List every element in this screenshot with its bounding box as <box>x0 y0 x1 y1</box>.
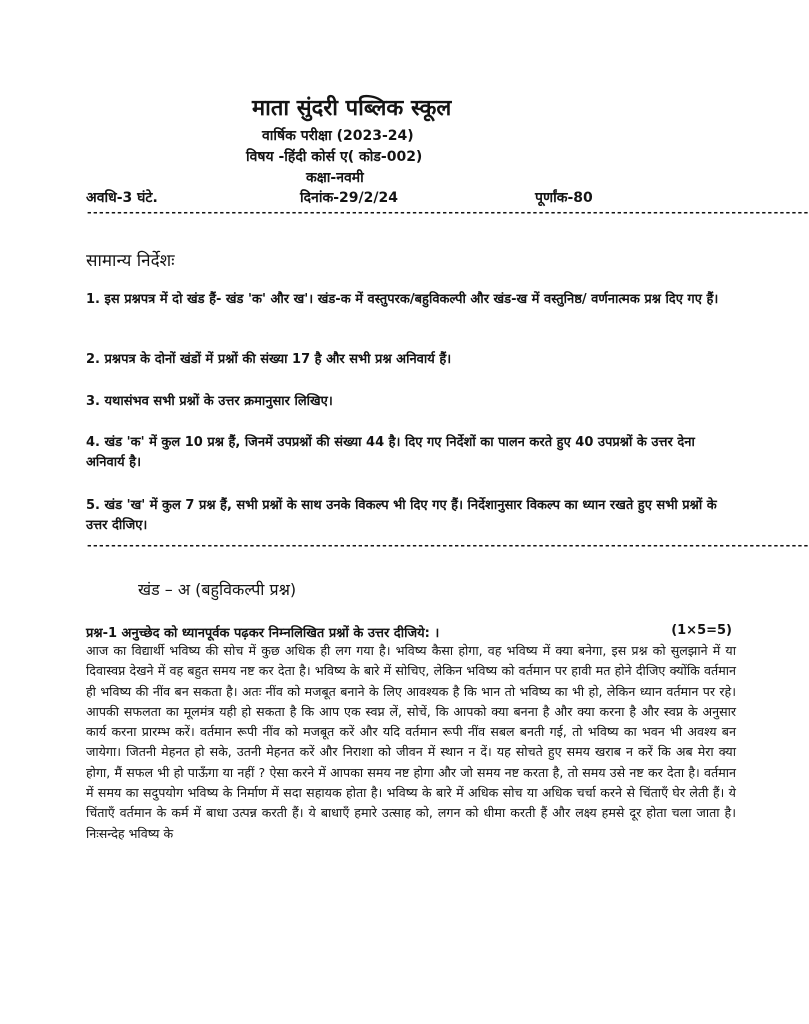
separator-line: ------------------------------------------------------------------------------------------------------------------------ <box>86 206 809 219</box>
total-marks: पूर्णांक-80 <box>535 190 593 206</box>
instruction-item: 1. इस प्रश्नपत्र में दो खंड हैं- खंड 'क' और ख'। खंड-क में वस्तुपरक/बहुविकल्पी और खंड-ख में वस्तुनिष्ठ/ वर्णनात्मक प्रश्न दिए गए हैं। <box>86 292 719 307</box>
section-title: खंड – अ (बहुविकल्पी प्रश्न) <box>138 580 297 599</box>
duration: अवधि-3 घंटे. <box>86 190 158 206</box>
question-text: प्रश्न-1 अनुच्छेद को ध्यानपूर्वक पढ़कर निम्नलिखित प्रश्नों के उत्तर दीजिये: । <box>86 626 440 641</box>
subject-line: विषय -हिंदी कोर्स ए( कोड-002) <box>246 149 423 165</box>
instruction-item: 3. यथासंभव सभी प्रश्नों के उत्तर क्रमानुसार लिखिए। <box>86 394 333 409</box>
question-prompt <box>86 623 732 641</box>
instruction-item: 5. खंड 'ख' में कुल 7 प्रश्न हैं, सभी प्रश्नों के साथ उनके विकल्प भी दिए गए हैं। निर्देशानुसार विकल्प का ध्यान रखते हुए सभी प्रश्नों के उत्तर दीजिए। <box>86 498 717 533</box>
instruction-item: 4. खंड 'क' में कुल 10 प्रश्न हैं, जिनमें उपप्रश्नों की संख्या 44 है। दिए गए निर्देशों का पालन करते हुए 40 उपप्रश्नों के उत्तर देना अनिवार्य है। <box>86 435 695 470</box>
school-name: माता सुंदरी पब्लिक स्कूल <box>252 96 452 121</box>
instruction-item: 2. प्रश्नपत्र के दोनों खंडों में प्रश्नों की संख्या 17 है और सभी प्रश्न अनिवार्य हैं। <box>86 352 452 367</box>
exam-title: वार्षिक परीक्षा (2023-24) <box>262 128 414 144</box>
class-line: कक्षा-नवमी <box>306 170 364 186</box>
exam-date: दिनांक-29/2/24 <box>300 190 398 206</box>
instructions-heading: सामान्य निर्देशः <box>86 251 175 271</box>
reading-passage: आज का विद्यार्थी भविष्य की सोच में कुछ अधिक ही लग गया है। भविष्य कैसा होगा, वह भविष्य में क्या बनेगा, इस प्रश्न को सुलझाने में या दिवास्वप्न देखने में वह बहुत समय नष्ट कर देता है। भविष्य के बारे में सोचिए, लेकिन भविष्य को वर्तमान पर हावी मत होने दीजिए क्योंकि वर्तमान ही भविष्य की नींव बन सकता है। अतः नींव को मजबूत बनाने के लिए आवश्यक है कि भान तो भविष्य का भी हो, लेकिन ध्यान वर्तमान पर रहे। आपकी सफलता का मूलमंत्र यही हो सकता है कि आप एक स्वप्न लें, सोचें, कि आपको क्या बनना है और क्या करना है और स्वप्न के अनुसार कार्य करना प्रारम्भ करें। वर्तमान रूपी नींव को मजबूत करें और यदि वर्तमान रूपी नींव सबल बनती गई, तो भविष्य का भवन भी अवश्य बन जायेगा। जितनी मेहनत हो सके, उतनी मेहनत करें और निराशा को जीवन में स्थान न दें। यह सोचते हुए समय खराब न करें कि अब मेरा क्या होगा, मैं सफल भी हो पाऊँगा या नहीं ? ऐसा करने में आपका समय नष्ट होगा और जो समय नष्ट करता है, तो समय उसे नष्ट कर देता है। वर्तमान में समय का सदुपयोग भविष्य के निर्माण में सदा सहायक होता है। भविष्य के बारे में अधिक सोच या अधिक चर्चा करने से चिंताएँ घेर लेती हैं। ये चिंताएँ वर्तमान के कर्म में बाधा उत्पन्न करती हैं। ये बाधाएँ हमारे उत्साह को, लगन को धीमा करती हैं और लक्ष्य हमसे दूर होता चला जाता है। निःसन्देह भविष्य के <box>86 643 736 841</box>
question-marks: (1×5=5) <box>671 623 732 638</box>
separator-line: ------------------------------------------------------------------------------------------------------------------------ <box>86 539 809 552</box>
